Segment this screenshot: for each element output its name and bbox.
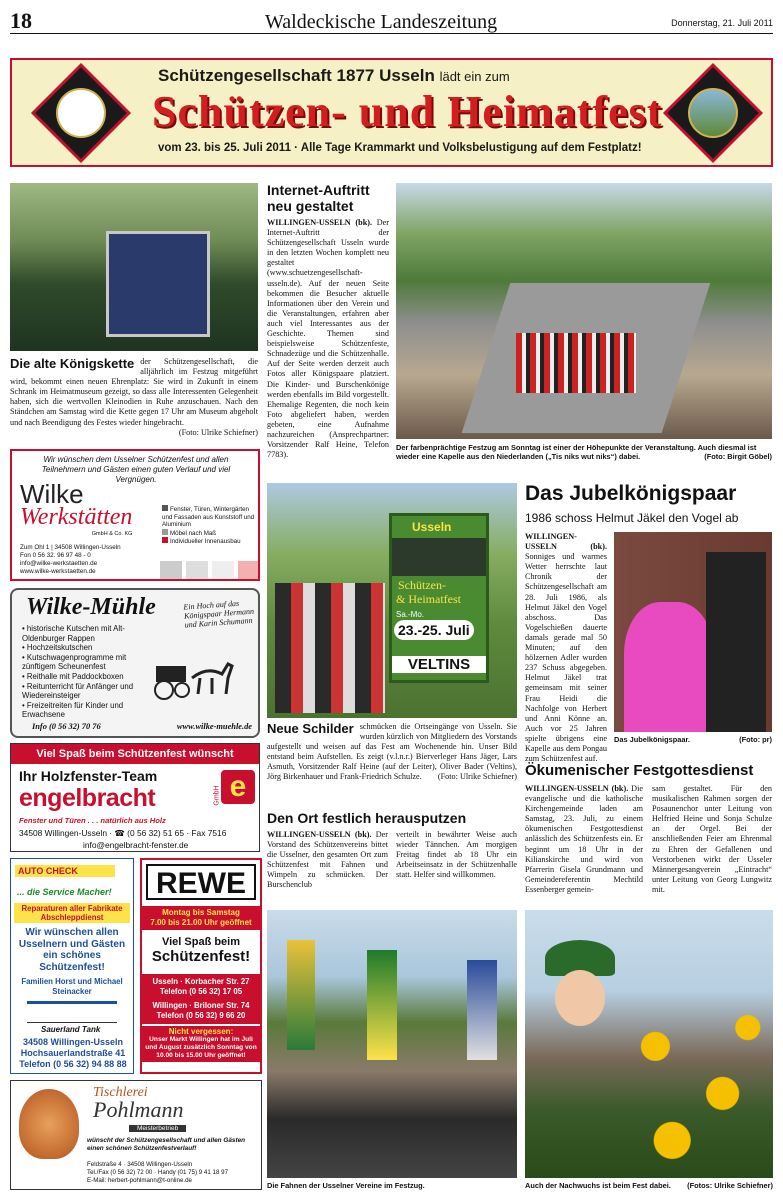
sign-brand: VELTINS (392, 656, 486, 673)
muehle-service-4-text: Reithalle mit Paddockboxen (26, 671, 124, 681)
wilke-service-1-text: Fenster, Türen, Wintergärten und Fassaden aus Kunststoff und Aluminium (162, 506, 255, 528)
pohlmann-line2: Pohlmann (93, 1097, 184, 1122)
rewe-stores (142, 974, 260, 1024)
article-internet (267, 182, 389, 460)
engelbracht-name: engelbracht (19, 784, 156, 812)
rewe-wish (142, 936, 260, 965)
rewe-hours-1: Montag bis Samstag (162, 908, 240, 917)
photo-nachwuchs (525, 910, 773, 1178)
pohlmann-meister: Meisterbetrieb (129, 1125, 186, 1132)
wilke-service-2 (162, 529, 258, 538)
wilke-logo-2: Werkstätten (20, 504, 133, 530)
sign-dates: 23.-25. Juli (394, 620, 474, 640)
wilke-address: Zum Ohl 1 | 34508 Willingen-Usseln (20, 544, 121, 551)
engelbracht-gmbh: GmbH (213, 785, 221, 806)
flag-3 (467, 960, 497, 1060)
autocheck-phone: Telefon (0 56 32) 94 88 88 (19, 1059, 127, 1069)
ad-rewe (140, 858, 262, 1074)
article-oekum-col1 (525, 784, 643, 895)
tank-station-icon (27, 1001, 117, 1023)
photo-koenigskette (10, 183, 258, 351)
wilke-logo-1: Wilke (20, 479, 84, 509)
credit-nachwuchs: (Fotos: Ulrike Schiefner) (687, 1181, 773, 1190)
autocheck-tank: Sauerland Tank (41, 1025, 101, 1034)
wilke-service-2-text: Möbel nach Maß (170, 529, 217, 537)
dateline-oekum: WILLINGEN-USSELN (bk). (525, 784, 629, 793)
banner-invite: lädt ein zum (439, 69, 510, 84)
group-people (275, 583, 385, 713)
pohlmann-phone: Tel./Fax (0 56 32) 72 00 · Handy (01 75) 9 41 18 97 (87, 1169, 229, 1176)
credit-jubel: (Foto: pr) (739, 735, 772, 744)
sign-l2: & Heimatfest (396, 592, 461, 606)
rewe-hours-2: 7.00 bis 21.00 Uhr geöffnet (150, 918, 252, 927)
rewe-note-heading: Nicht vergessen: (168, 1027, 234, 1036)
body-ort-2: verteilt in bewährter Weise auch wieder Tännchen. Am morgigen Freitag findet ab 18 Uhr ein Arbeitseinsatz in der Schützenhalle statt. Helfer sind willkommen. (396, 830, 517, 880)
body-internet: Der Internet-Auftritt der Schützengesellschaft Usseln wurde in den letzten Wochen komplett neu gestaltet (www.schuetzengesellschaft-usseln.de). Auf der neuen Seite bekommen die Besucher aktuelle Informationen über den Verein und die Veranstaltungen, erfahren aber auch viel Interessantes aus der Geschichte. Themen sind beispielsweise Schützenfeste, Schnadezüge und die Schützenhalle. Auf der Seite werden derzeit auch Fotos aller Königspaare platziert. Die Kinder- und Burschenkönige werden ebenfalls im Bild vorgestellt. Ehemalige Regenten, die noch kein Foto abgeliefert haben, werden gebeten, eine Aufnahme nachzureichen (Ansprechpartner: Vorsitzender Ralf Heine, Telefon 7783). (267, 218, 390, 460)
ad-engelbracht (10, 743, 260, 852)
banner-line1 (158, 66, 510, 86)
engelbracht-team: Ihr Holzfenster-Team (19, 768, 158, 784)
body-oekum-1: Die evangelische und die katholische Kirchengemeinde laden am Samstag, 23. Juli, zu einem ökumenischen Festgottesdienst anlässlich des Schützenfests ein. Er beginnt um 18 Uhr in der Kilianskirche und wird von Pfarrerin Gisela Grundmann und Gemeindereferentin Mechtild Essenberger gemein- (525, 784, 643, 894)
photo-schilder (267, 483, 517, 718)
caption-festzug-text: Der farbenprächtige Festzug am Sonntag ist einer der Höhepunkte der Veranstaltung. Auch diesmal ist wieder eine Kapelle aus den Niederlanden („Tis niks wut niks“) dabei. (396, 443, 757, 461)
sign-l3: Sa.-Mo. (396, 610, 425, 619)
autocheck-addr1: 34508 Willingen-Usseln (23, 1037, 123, 1047)
muehle-phone: Info (0 56 32) 70 76 (32, 722, 101, 731)
wilke-logo-sub: GmbH & Co. KG (91, 531, 133, 537)
issue-date: Donnerstag, 21. Juli 2011 (671, 18, 773, 28)
article-koenigskette (10, 357, 258, 438)
muehle-web: www.wilke-muehle.de (176, 722, 252, 731)
rewe-wish-1: Viel Spaß beim (161, 936, 241, 948)
autocheck-addr2: Hochsauerlandstraße 41 (20, 1048, 126, 1058)
photo-fahnen (267, 910, 517, 1178)
caption-nachwuchs-text: Auch der Nachwuchs ist beim Fest dabei. (525, 1181, 671, 1190)
credit-festzug: (Foto: Birgit Göbel) (704, 452, 772, 461)
caption-nachwuchs (525, 1181, 773, 1190)
page-number: 18 (10, 8, 32, 33)
credit-koenigskette: (Foto: Ulrike Schiefner) (178, 427, 258, 437)
pohlmann-name (93, 1085, 183, 1123)
engelbracht-slogan: Fenster und Türen . . . natürlich aus Holz (19, 816, 166, 825)
autocheck-tag: ... die Service Macher! (17, 887, 112, 897)
rewe-store1-addr: Usseln · Korbacher Str. 27 (152, 977, 250, 986)
tree-logo-icon (19, 1089, 79, 1159)
body-ort-1: Der Vorstand des Schützenvereins bittet die Usselner, den gesamten Ort zum Schützenfest mit Fahnen und Wimpeln zu schmücken. Der Burschenclub (267, 830, 389, 890)
autocheck-repair: Reparaturen aller Fabrikate Abschleppdienst (14, 903, 130, 923)
paper-title: Waldeckische Landeszeitung (265, 11, 498, 33)
headline-jubel: Das Jubelkönigspaar (525, 482, 737, 505)
muehle-service-6-text: Freizeitreiten für Kinder und Erwachsene (22, 700, 124, 720)
wilke-web: www.wilke-werkstaetten.de (20, 568, 96, 575)
muehle-service-6: • Freizeitreiten für Kinder und Erwachsene (22, 700, 124, 720)
engelbracht-logo-icon: e (221, 770, 255, 804)
rewe-store2-addr: Willingen · Briloner Str. 74 (152, 1001, 250, 1010)
caption-fahnen: Die Fahnen der Usselner Vereine im Festzug. (267, 1181, 425, 1190)
muehle-logo: Wilke-Mühle (26, 594, 156, 620)
wilke-services (162, 505, 258, 546)
king-suit (706, 552, 766, 732)
rewe-note-text: Unser Markt Willingen hat im Juli und August zusätzlich Sonntag von 10.00 bis 15.00 Uhr geöffnet! (145, 1036, 257, 1059)
child-face (555, 970, 605, 1026)
article-ort-col2 (396, 830, 517, 880)
headline-schilder: Neue Schilder (267, 721, 354, 736)
body-jubel: Sonniges und warmes Wetter herrschte laut Chronik der Schützengesellschaft am 28. Juli 1986, als Helmut Jäkel den Vogel abschoss. Das Vogelschießen dauerte damals gerade mal 50 Minuten; auf den hölzernen Adler wurden 237 Schuss abgegeben. Helmut Jäkel trat gemeinsam mit seiner Frau Heidi die Nachfolge von Herbert und Anni Könne an. Auch vor 25 Jahren spielte übrigens eine Kapelle aus dem Pongau zum Schützenfest auf. (525, 552, 607, 764)
muehle-service-5-text: Reitunterricht für Anfänger und Wiedereinsteiger (22, 681, 134, 701)
article-schilder (267, 722, 517, 783)
article-oekum-col2 (652, 784, 772, 895)
muehle-service-3-text: Kutschwagenprogramme mit zünftigem Scheunenfest (22, 652, 127, 672)
photo-festzug (396, 183, 772, 439)
credit-schilder: (Foto: Ulrike Schiefner) (437, 772, 517, 782)
muehle-slogan: Ein Hoch auf das Königspaar Hermann und Karin Schumann (183, 598, 255, 630)
autocheck-family: Familien Horst und Michael Steinacker (21, 977, 123, 996)
autocheck-wish: Wir wünschen allen Usselnern und Gästen ein schönes Schützenfest! (18, 927, 126, 973)
pohlmann-address: Feldstraße 4 · 34508 Willingen-Usseln (87, 1161, 193, 1168)
chain-display (106, 231, 210, 337)
engelbracht-email: info@engelbracht-fenster.de (83, 840, 189, 850)
wilke-service-1 (162, 505, 258, 529)
ad-autocheck (10, 858, 134, 1074)
muehle-contact (32, 722, 252, 731)
sign-top: Usseln (412, 520, 452, 534)
dateline-jubel: WILLINGEN-USSELN (bk). (525, 532, 607, 552)
autocheck-logo: AUTO CHECK (15, 865, 115, 877)
banner-title: Schützen- und Heimatfest (152, 87, 663, 136)
pohlmann-contact (87, 1161, 228, 1185)
body-koenigskette: der Schützengesellschaft, die alljährlich im Festzug mitgeführt wird, bekommt einen neuen Ehrenplatz: Sie wird in Zukunft in einem Schrank im Heimatmuseum gezeigt, so dass alle Interessenten Gelegenheit haben, sich die wertvollen Kleinodien in Ruhe anzuschauen. Nach den Ständchen am Samstag wird die Kette gegen 17 Uhr am Museum abgeholt und nach Beendigung des Festes wieder hingebracht. (10, 357, 258, 427)
wilke-contact (20, 544, 121, 576)
wilke-email: info@wilke-werkstaetten.de (20, 560, 98, 567)
sign-l1: Schützen- (398, 578, 446, 592)
rewe-hours (142, 906, 260, 930)
queen-dress (624, 602, 714, 732)
seal-emblem (56, 88, 106, 138)
dateline-ort: WILLINGEN-USSELN (bk). (267, 830, 372, 839)
page-header (10, 8, 773, 34)
rewe-store1-phone: Telefon (0 56 32) 17 05 (159, 987, 243, 996)
banner-dates: vom 23. bis 25. Juli 2011 · Alle Tage Krammarkt und Volksbelustigung auf dem Festplatz! (158, 142, 642, 154)
pohlmann-line1: Tischlerei (93, 1085, 148, 1100)
caption-jubel (614, 735, 772, 744)
muehle-service-1: • historische Kutschen mit Alt-Oldenburger Rappen (22, 624, 125, 643)
headline-oekum: Ökumenischer Festgottesdienst (525, 762, 754, 779)
article-jubel (525, 532, 607, 764)
wilke-color-swatches (160, 561, 260, 579)
headline-internet: Internet-Auftritt neu gestaltet (267, 182, 370, 214)
muehle-service-5: • Reitunterricht für Anfänger und Wiedereinsteiger (22, 681, 134, 701)
banner-organizer: Schützengesellschaft 1877 Usseln (158, 66, 435, 85)
rewe-logo: REWE (146, 864, 256, 900)
wilke-phone: Fon 0 56 32. 96 97 48 - 0 (20, 552, 91, 559)
engelbracht-address: 34508 Willingen-Usseln · ☎ (0 56 32) 51 65 · Fax 7516 (19, 828, 227, 838)
headline-koenigskette: Die alte Königskette (10, 356, 135, 371)
muehle-service-2-text: Hochzeitskutschen (26, 643, 93, 653)
caption-festzug (396, 443, 772, 461)
autocheck-contact (15, 1037, 131, 1070)
caption-jubel-text: Das Jubelkönigspaar. (614, 735, 690, 744)
muehle-service-1-text: historische Kutschen mit Alt-Oldenburger Rappen (22, 624, 125, 643)
sunflowers (605, 990, 773, 1178)
muehle-services (22, 624, 162, 720)
rewe-store2-phone: Telefon (0 56 32) 9 66 20 (156, 1011, 246, 1020)
flag-2 (367, 950, 397, 1060)
pohlmann-wish: wünscht der Schützengesellschaft und allen Gästen einen schönen Schützenfestverlauf! (87, 1137, 246, 1152)
body-oekum-2: sam gestaltet. Für den musikalischen Rahmen sorgen der Posaunenchor unter Leitung von Helfried Heine und Sonja Schulze an der Orgel. Bei der anschließenden Feier am Ehrenmal zu Ehren der Gefallenen und Verstorbenen wirkt der Usseler Männergesangverein „Eintracht“ unter Leitung von Georg Lungwitz mit. (652, 784, 772, 894)
flag-1 (287, 940, 315, 1050)
rewe-wish-2: Schützenfest! (151, 948, 251, 965)
body-schilder: schmücken die Ortseingänge von Usseln. Sie wurden kürzlich von Mitgliedern des Vorstands aufgestellt und weisen auf das Fest am Wochenende hin. Unser Bild entstand beim Aufstellen. Es zeigt (v.l.n.r.) Bierverleger Hans Jäger, Lars Asmuth, Vorsitzender Ralf Heine (auf der Leiter), Oliver Bader (Veltins), Jörg Birkenhauer und Frank-Friedrich Schulze. (267, 722, 517, 782)
seal-photo (688, 88, 738, 138)
carriage-icon (152, 648, 248, 704)
muehle-service-3: • Kutschwagenprogramme mit zünftigem Scheunenfest (22, 652, 127, 672)
pohlmann-email: E-Mail: herbert-pohlmann@t-online.de (87, 1177, 192, 1184)
wilke-logo (20, 479, 132, 537)
ad-pohlmann (10, 1080, 262, 1190)
photo-jubelpaar (614, 532, 772, 732)
sign-band (392, 538, 486, 576)
headline-ort: Den Ort festlich herausputzen (267, 810, 467, 826)
dateline-internet: WILLINGEN-USSELN (bk). (267, 218, 373, 227)
engelbracht-top: Viel Spaß beim Schützenfest wünscht (11, 744, 259, 764)
festival-banner (10, 58, 773, 167)
rewe-note (142, 1026, 260, 1062)
subhead-jubel: 1986 schoss Helmut Jäkel den Vogel ab (525, 511, 739, 525)
ad-wilke-muehle (10, 588, 260, 738)
wilke-service-3 (162, 537, 258, 546)
festival-sign (389, 513, 489, 683)
ad-wilke-werkstaetten (10, 449, 260, 581)
muehle-service-4: • Reithalle mit Paddockboxen (22, 671, 124, 681)
article-ort-col1 (267, 830, 388, 891)
festzug-marchers (516, 333, 636, 393)
wilke-service-3-text: Individueller Innenausbau (170, 538, 241, 545)
muehle-service-2: • Hochzeitskutschen (22, 643, 93, 653)
wilke-greeting: Wir wünschen dem Usselner Schützenfest und allen Teilnehmern und Gästen einen guten Verlauf und viel Vergnügen. (41, 455, 231, 484)
